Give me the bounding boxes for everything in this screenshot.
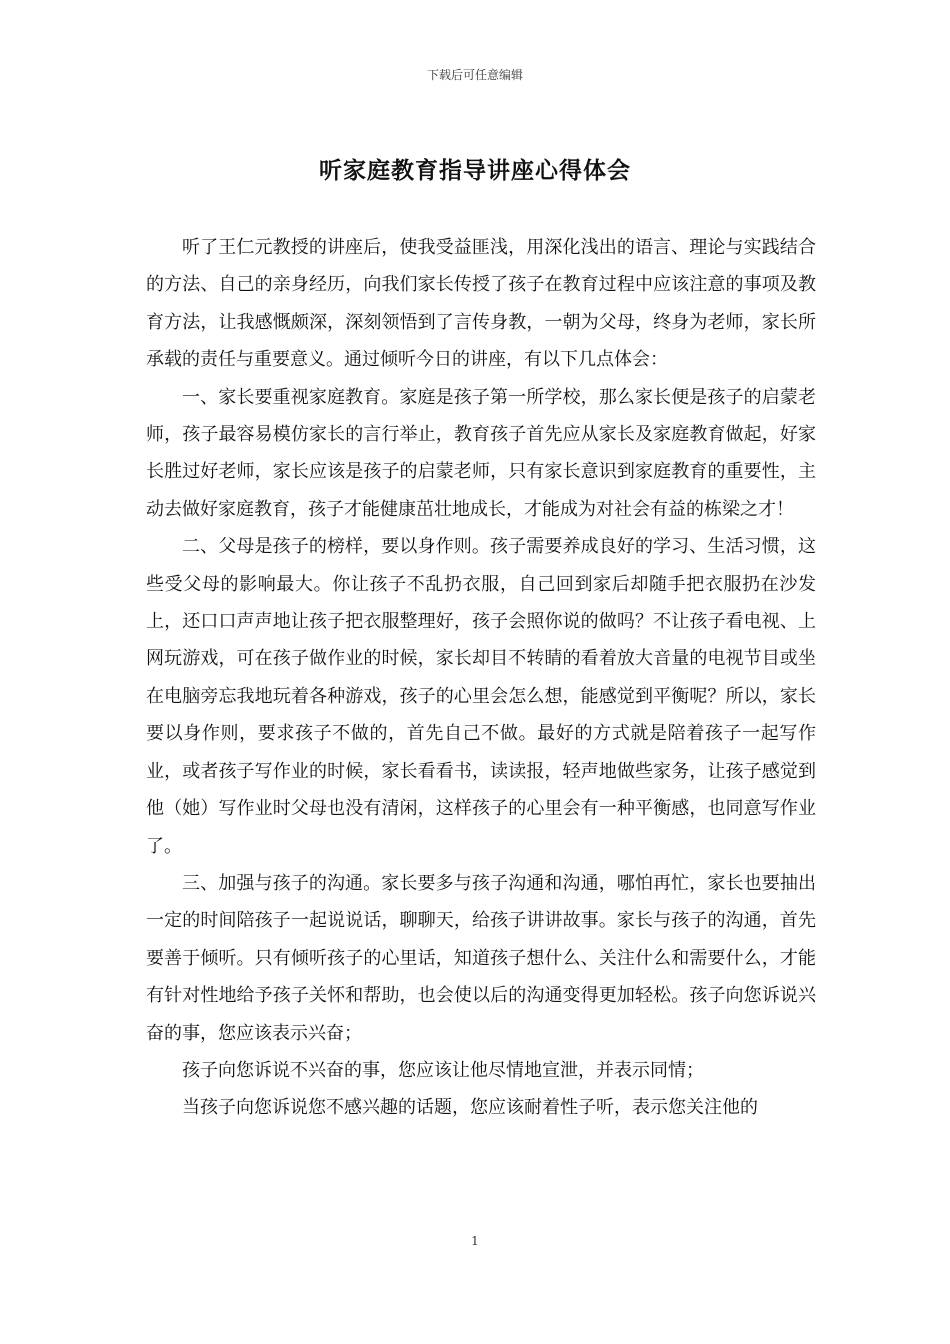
paragraph-intro: 听了王仁元教授的讲座后，使我受益匪浅，用深化浅出的语言、理论与实践结合的方法、自己的亲身经历，向我们家长传授了孩子在教育过程中应该注意的事项及教育方法，让我感慨颇深，深刻领悟到了言传身教，一朝为父母，终身为老师，家长所承载的责任与重要意义。通过倾听今日的讲座，有以下几点体会： xyxy=(146,237,816,371)
document-title: 听家庭教育指导讲座心得体会 xyxy=(319,157,631,184)
paragraph-point-1: 一、家长要重视家庭教育。家庭是孩子第一所学校，那么家长便是孩子的启蒙老师，孩子最容易模仿家长的言行举止，教育孩子首先应从家长及家庭教育做起，好家长胜过好老师，家长应该是孩子的启蒙老师，只有家长意识到家庭教育的重要性，主动去做好家庭教育，孩子才能健康茁壮地成长，才能成为对社会有益的栋梁之才！ xyxy=(146,386,816,520)
paragraph-point-3: 三、加强与孩子的沟通。家长要多与孩子沟通和沟通，哪怕再忙，家长也要抽出一定的时间陪孩子一起说说话，聊聊天，给孩子讲讲故事。家长与孩子的沟通，首先要善于倾听。只有倾听孩子的心里话，知道孩子想什么、关注什么和需要什么，才能有针对性地给予孩子关怀和帮助，也会使以后的沟通变得更加轻松。孩子向您诉说兴奋的事，您应该表示兴奋； xyxy=(146,872,816,1044)
paragraph-point-3-last: 当孩子向您诉说您不感兴趣的话题，您应该耐着性子听，表示您关注他的 xyxy=(182,1097,758,1119)
page-header: 下载后可任意编辑 xyxy=(426,68,523,82)
paragraph-point-2: 二、父母是孩子的榜样，要以身作则。孩子需要养成良好的学习、生活习惯，这些受父母的影响最大。你让孩子不乱扔衣服，自己回到家后却随手把衣服扔在沙发上，还口口声声地让孩子把衣服整理好，孩子会照你说的做吗？不让孩子看电视、上网玩游戏，可在孩子做作业的时候，家长却目不转睛的看着放大音量的电视节目或坐在电脑旁忘我地玩着各种游戏，孩子的心里会怎么想，能感觉到平衡呢？所以，家长要以身作则，要求孩子不做的，首先自己不做。最好的方式就是陪着孩子一起写作业，或者孩子写作业的时候，家长看看书，读读报，轻声地做些家务，让孩子感觉到他（她）写作业时父母也没有清闲，这样孩子的心里会有一种平衡感，也同意写作业了。 xyxy=(146,536,816,857)
document-body xyxy=(146,229,816,1127)
paragraph-point-3-continued: 孩子向您诉说不兴奋的事，您应该让他尽情地宣泄，并表示同情； xyxy=(182,1059,704,1081)
page-number: 1 xyxy=(471,1234,479,1248)
